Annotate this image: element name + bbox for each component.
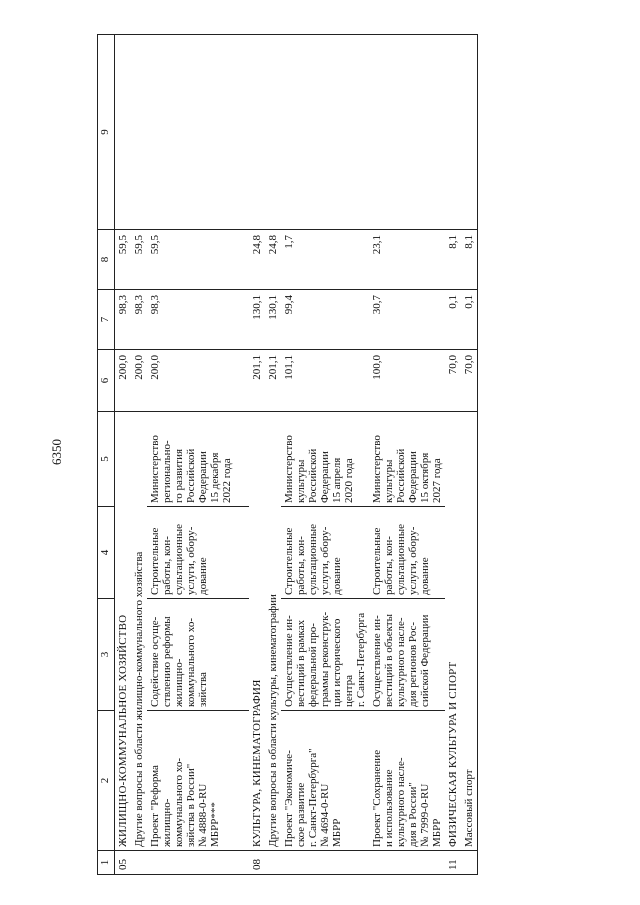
value-col8: 23,1 bbox=[369, 230, 445, 290]
value-col6: 201,1 bbox=[265, 350, 281, 412]
value-col7: 130,1 bbox=[265, 290, 281, 350]
value-col6: 200,0 bbox=[147, 350, 235, 412]
project-row-4888 bbox=[147, 35, 235, 875]
section-row-housing bbox=[115, 35, 132, 875]
project-name: Проект "Экономиче- ское развитие г. Санкт-Петербурга" № 4694-0-RU МБРР bbox=[281, 711, 369, 851]
project-name: Проект "Сохранение и использование культурного насле- дия в России" № 7999-0-RU МБРР bbox=[369, 711, 445, 851]
value-col6: 200,0 bbox=[131, 350, 147, 412]
value-col6: 201,1 bbox=[249, 350, 265, 412]
section-code: 08 bbox=[249, 851, 265, 875]
project-name: Проект "Реформа жилищно- коммунального хо- зяйства в России" № 4888-0-RU МБРР*** bbox=[147, 711, 235, 851]
value-col8: 24,8 bbox=[249, 230, 265, 290]
project-works: Строительные работы, кон- сультационные услуги, обору- дование bbox=[369, 507, 445, 599]
subsection-row-culture bbox=[265, 35, 281, 875]
section-code: 05 bbox=[115, 851, 132, 875]
value-col9 bbox=[115, 35, 132, 230]
column-number: 3 bbox=[98, 599, 115, 711]
value-col6: 200,0 bbox=[115, 350, 132, 412]
value-col8: 8,1 bbox=[461, 230, 478, 290]
section-title: ФИЗИЧЕСКАЯ КУЛЬТУРА И СПОРТ bbox=[445, 412, 461, 851]
project-executor: Министерство культуры Российской Федерации 15 октября 2027 года bbox=[369, 412, 445, 507]
page-number: 6350 bbox=[49, 439, 64, 465]
value-col7: 130,1 bbox=[249, 290, 265, 350]
column-number: 9 bbox=[98, 35, 115, 230]
value-col7: 99,4 bbox=[281, 290, 369, 350]
subsection-row-sport bbox=[461, 35, 478, 875]
project-purpose: Содействие осуще- ствлению реформы жилищно- коммунального хо- зяйства bbox=[147, 599, 235, 711]
value-col7: 30,7 bbox=[369, 290, 445, 350]
column-number: 2 bbox=[98, 711, 115, 851]
subsection-title: Другие вопросы в области жилищно-коммунального хозяйства bbox=[131, 412, 147, 851]
value-col6: 101,1 bbox=[281, 350, 369, 412]
column-number: 8 bbox=[98, 230, 115, 290]
value-col8: 24,8 bbox=[265, 230, 281, 290]
value-col9 bbox=[131, 35, 147, 230]
subsection-title: Массовый спорт bbox=[461, 412, 478, 851]
value-col7: 98,3 bbox=[147, 290, 235, 350]
project-works: Строительные работы, кон- сультационные услуги, обору- дование bbox=[147, 507, 235, 599]
section-row-culture bbox=[249, 35, 265, 875]
value-col7: 0,1 bbox=[461, 290, 478, 350]
value-col9 bbox=[445, 35, 461, 230]
value-col8: 59,5 bbox=[131, 230, 147, 290]
section-code: 11 bbox=[445, 851, 461, 875]
section-row-sport bbox=[445, 35, 461, 875]
value-col9 bbox=[249, 35, 265, 230]
value-col9 bbox=[281, 35, 369, 230]
project-row-4694 bbox=[281, 35, 369, 875]
project-executor: Министерство регионально- го развития Российской Федерации 15 декабря 2022 года bbox=[147, 412, 235, 507]
column-number-row bbox=[98, 35, 115, 875]
column-number: 4 bbox=[98, 507, 115, 599]
value-col9 bbox=[461, 35, 478, 230]
value-col8: 59,5 bbox=[115, 230, 132, 290]
column-number: 5 bbox=[98, 412, 115, 507]
value-col6: 70,0 bbox=[445, 350, 461, 412]
rotated-table-area bbox=[97, 35, 567, 875]
column-number: 7 bbox=[98, 290, 115, 350]
value-col8: 59,5 bbox=[147, 230, 235, 290]
section-title: КУЛЬТУРА, КИНЕМАТОГРАФИЯ bbox=[249, 412, 265, 851]
value-col7: 0,1 bbox=[445, 290, 461, 350]
value-col9 bbox=[147, 35, 235, 230]
project-purpose: Осуществление ин- вестиций в объекты культурного насле- дия регионов Рос- сийской Федерации bbox=[369, 599, 445, 711]
value-col8: 1,7 bbox=[281, 230, 369, 290]
subsection-row-housing bbox=[131, 35, 147, 875]
subsection-title: Другие вопросы в области культуры, кинематографии bbox=[265, 412, 281, 851]
project-works: Строительные работы, кон- сультационные услуги, обору- дование bbox=[281, 507, 369, 599]
column-number: 6 bbox=[98, 350, 115, 412]
project-purpose: Осуществление ин- вестиций в рамках федеральной про- граммы реконструк- ции исторического центра г. Санкт-Петербурга bbox=[281, 599, 369, 711]
value-col9 bbox=[369, 35, 445, 230]
section-title: ЖИЛИЩНО-КОММУНАЛЬНОЕ ХОЗЯЙСТВО bbox=[115, 412, 132, 851]
column-number: 1 bbox=[98, 851, 115, 875]
value-col8: 8,1 bbox=[445, 230, 461, 290]
project-executor: Министерство культуры Российской Федерации 15 апреля 2020 года bbox=[281, 412, 369, 507]
value-col7: 98,3 bbox=[115, 290, 132, 350]
value-col7: 98,3 bbox=[131, 290, 147, 350]
spacer-row bbox=[235, 35, 249, 875]
value-col9 bbox=[265, 35, 281, 230]
value-col6: 100,0 bbox=[369, 350, 445, 412]
budget-table bbox=[97, 34, 478, 875]
project-row-7999 bbox=[369, 35, 445, 875]
value-col6: 70,0 bbox=[461, 350, 478, 412]
